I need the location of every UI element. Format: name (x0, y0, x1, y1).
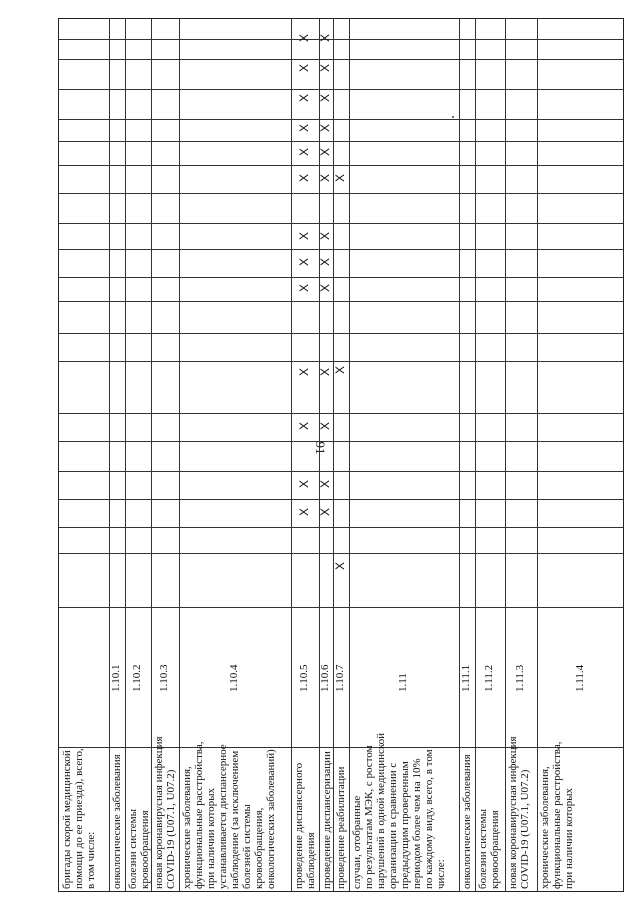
column-divider (59, 361, 623, 362)
x-mark: X (318, 368, 332, 377)
x-mark: X (297, 34, 311, 43)
x-mark: X (297, 368, 311, 377)
x-mark: X (297, 422, 311, 431)
column-divider (59, 119, 623, 120)
x-mark: X (318, 284, 332, 293)
column-divider (59, 59, 623, 60)
row-label: хронические заболевания, функциональные расстройства, при наличии которых устанавливается диспансерное наблюдение (за исключением болезней системы кровообращения, онкологических заболеваний) (181, 741, 277, 889)
column-divider (59, 165, 623, 166)
row-code: 1.11.1 (460, 664, 472, 692)
page-number: 91 (313, 441, 328, 455)
scan-dot (452, 116, 454, 118)
x-mark: X (333, 366, 347, 375)
row-divider (505, 19, 506, 891)
x-mark: X (333, 562, 347, 571)
column-divider (59, 333, 623, 334)
row-label: болезни системы кровообращения (477, 808, 501, 889)
x-mark: X (318, 64, 332, 73)
row-divider (333, 19, 334, 891)
x-mark: X (297, 148, 311, 157)
column-divider (59, 413, 623, 414)
column-divider (59, 553, 623, 554)
row-divider (475, 19, 476, 891)
x-mark: X (297, 258, 311, 267)
column-divider (59, 527, 623, 528)
row-code: 1.10.5 (298, 664, 310, 692)
row-divider (109, 19, 110, 891)
row-code: 1.11 (397, 673, 409, 692)
x-mark: X (318, 508, 332, 517)
x-mark: X (318, 480, 332, 489)
column-divider (59, 223, 623, 224)
row-code: 1.10.1 (110, 664, 122, 692)
x-mark: X (318, 174, 332, 183)
row-code: 1.11.4 (574, 664, 586, 692)
row-divider (125, 19, 126, 891)
column-divider (59, 39, 623, 40)
x-mark: X (297, 64, 311, 73)
x-mark: X (318, 258, 332, 267)
column-divider (59, 193, 623, 194)
row-code: 1.11.3 (514, 664, 526, 692)
row-label: онкологические заболевания (111, 754, 123, 889)
x-mark: X (297, 94, 311, 103)
x-mark: X (297, 124, 311, 133)
row-label: болезни системы кровообращения (127, 808, 151, 889)
x-mark: X (297, 232, 311, 241)
column-divider (59, 301, 623, 302)
row-label: случаи, отобранные по результатам МЭК, с ростом нарушений в одной медицинской организации в сравнении с предыдущим проверенным периодом более чем на 10% по каждому виду, всего, в том числе: (351, 732, 447, 889)
row-divider (537, 19, 538, 891)
row-label: хронические заболевания, функциональные расстройства, при наличии которых (539, 741, 575, 889)
x-mark: X (297, 480, 311, 489)
x-mark: X (318, 232, 332, 241)
row-divider (151, 19, 152, 891)
row-label: бригады скорой медицинской помощи до ее приезда), всего, в том числе: (61, 748, 97, 889)
row-label: онкологические заболевания (461, 754, 473, 889)
column-divider (59, 607, 623, 608)
row-divider (459, 19, 460, 891)
x-mark: X (318, 124, 332, 133)
x-mark: X (318, 422, 332, 431)
row-label: проведение диспансерного наблюдения (293, 762, 317, 889)
x-mark: X (297, 508, 311, 517)
row-code: 1.10.3 (158, 664, 170, 692)
row-divider (179, 19, 180, 891)
column-divider (59, 89, 623, 90)
row-code: 1.11.2 (483, 664, 495, 692)
column-divider (59, 249, 623, 250)
x-mark: X (297, 174, 311, 183)
column-divider (59, 499, 623, 500)
x-mark: X (318, 148, 332, 157)
row-divider (291, 19, 292, 891)
row-label: новая коронавирусная инфекция COVID-19 (U07.1, U07.2) (507, 736, 531, 889)
x-mark: X (318, 34, 332, 43)
row-label: новая коронавирусная инфекция COVID-19 (U07.1, U07.2) (153, 736, 177, 889)
column-divider (59, 141, 623, 142)
row-label: проведение диспансеризации (321, 751, 333, 889)
row-code: 1.10.4 (228, 664, 240, 692)
row-label: проведение реабилитации (335, 766, 347, 889)
column-divider (59, 277, 623, 278)
column-divider (59, 441, 623, 442)
x-mark: X (333, 174, 347, 183)
column-divider (59, 471, 623, 472)
row-code: 1.10.7 (334, 664, 346, 692)
x-mark: X (318, 94, 332, 103)
x-mark: X (297, 284, 311, 293)
row-code: 1.10.2 (131, 664, 143, 692)
row-code: 1.10.6 (319, 664, 331, 692)
row-divider (349, 19, 350, 891)
